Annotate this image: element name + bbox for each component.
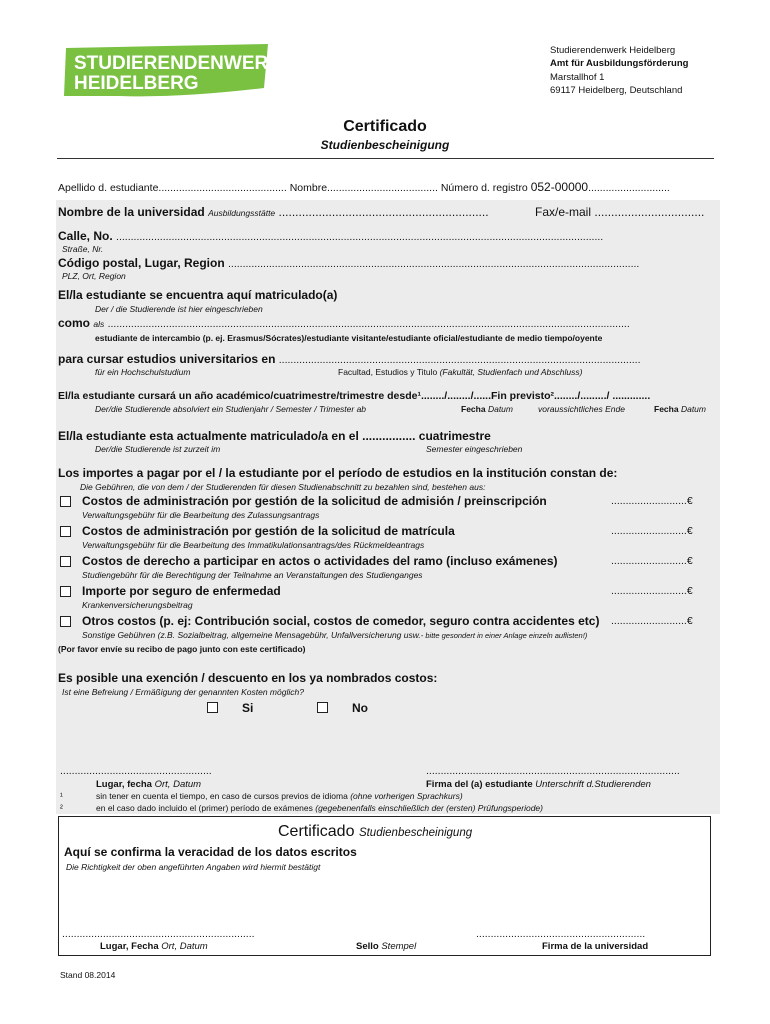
- universidad-row: [58, 205, 489, 219]
- university-place-date-label-row: [100, 941, 208, 952]
- si-label: Si: [242, 701, 254, 715]
- como-row: [58, 316, 630, 330]
- footnote-2-text: en el caso dado incluido el (primer) período de exámenes: [96, 803, 313, 813]
- como-types: estudiante de intercambio (p. ej. Erasmus/Sócrates)/estudiante visitante/estudiante oficial/estudiante de medio tiempo/oyente: [95, 333, 603, 343]
- cost-checkbox-1[interactable]: [60, 496, 71, 507]
- logo-line1: STUDIERENDENWERK: [74, 53, 272, 74]
- fax-label: Fax/e-mail: [535, 205, 592, 219]
- para-label: para cursar estudios universitarios en: [58, 352, 276, 366]
- ende-label: voraussichtliches Ende: [538, 404, 625, 414]
- footnote-1-text: sin tener en cuenta el tiempo, en caso de cursos previos de idioma: [96, 791, 348, 801]
- cost-checkbox-2[interactable]: [60, 526, 71, 537]
- cost-amount-2[interactable]: ..........................€: [611, 525, 693, 537]
- student-signature-field[interactable]: .......................................................................................: [426, 765, 680, 777]
- fecha1-row: [461, 404, 513, 414]
- apellido-field[interactable]: ............................................: [158, 182, 287, 194]
- numero-label: Número d. registro: [440, 182, 528, 194]
- sello-label: Sello: [356, 941, 379, 952]
- cp-row: [58, 256, 639, 270]
- no-checkbox[interactable]: [317, 702, 328, 713]
- stand-date: Stand 08.2014: [60, 970, 116, 980]
- universidad-de: Ausbildungsstätte: [208, 208, 276, 218]
- matric-label: El/la estudiante se encuentra aquí matriculado(a): [58, 288, 338, 302]
- para-de2: Facultad, Estudios y Titulo: [338, 367, 438, 377]
- cp-de: PLZ, Ort, Region: [62, 271, 126, 281]
- importes-de: Die Gebühren, die von dem / der Studierenden für diesen Studienabschnitt zu bezahlen sind, bestehen aus:: [80, 482, 486, 492]
- cost-checkbox-3[interactable]: [60, 556, 71, 567]
- fecha2-row: [654, 404, 706, 414]
- calle-row: [58, 229, 603, 243]
- matric-de: Der / die Studierende ist hier eingeschrieben: [95, 304, 263, 314]
- university-signature-field[interactable]: ..........................................................: [476, 928, 646, 940]
- para-row: [58, 352, 641, 366]
- university-lugar-label: Lugar, Fecha: [100, 941, 159, 952]
- university-place-date-field[interactable]: ..................................................................: [62, 928, 255, 940]
- cp-label: Código postal, Lugar, Region: [58, 256, 225, 270]
- como-label: como: [58, 316, 91, 330]
- exencion-question: Es posible una exención / descuento en los ya nombrados costos:: [58, 671, 438, 685]
- footnote-1: [96, 791, 463, 801]
- student-place-date-label-row: [96, 779, 201, 790]
- fax-row: [535, 205, 704, 219]
- panel-title: Certificado: [278, 823, 355, 840]
- cost-amount-5[interactable]: ..........................€: [611, 615, 693, 627]
- si-checkbox[interactable]: [207, 702, 218, 713]
- para-de2-row: [338, 367, 582, 377]
- panel-confirm: Aquí se confirma la veracidad de los datos escritos: [64, 845, 357, 859]
- footnote-1-de: (ohne vorherigen Sprachkurs): [350, 791, 463, 801]
- cost-de-5-row: [82, 630, 587, 640]
- student-lugar-de: Ort, Datum: [154, 779, 202, 790]
- student-firma-de: Unterschrift d.Studierenden: [535, 779, 651, 790]
- universidad-field[interactable]: ...............................................................: [278, 205, 489, 219]
- datum1-label: Datum: [487, 404, 513, 414]
- apellido-label: Apellido d. estudiante: [58, 182, 159, 194]
- cp-field[interactable]: .............................................................................................................................................: [228, 258, 640, 270]
- student-place-date-field[interactable]: ....................................................: [60, 765, 212, 777]
- fecha1-label: Fecha: [461, 404, 486, 414]
- numero-field[interactable]: ............................: [588, 182, 670, 194]
- student-firma-label: Firma del (a) estudiante: [426, 779, 533, 790]
- address-line2: Amt für Ausbildungsförderung: [550, 58, 689, 69]
- como-als: als: [93, 319, 105, 329]
- header-row: [58, 180, 670, 194]
- nombre-label: Nombre: [289, 182, 328, 194]
- cost-label-3: Costos de derecho a participar en actos o actividades del ramo (incluso exámenes): [82, 554, 558, 568]
- sello-de: Stempel: [381, 941, 417, 952]
- footnote-2: [96, 803, 543, 813]
- student-lugar-label: Lugar, fecha: [96, 779, 152, 790]
- footnote-1-num: ¹: [60, 791, 63, 801]
- address-line4: 69117 Heidelberg, Deutschland: [550, 85, 683, 96]
- cursara-de: Der/die Studierende absolviert ein Studienjahr / Semester / Trimester ab: [95, 404, 367, 414]
- panel-title-row: [278, 823, 472, 841]
- logo-line2: HEIDELBERG: [74, 73, 199, 94]
- universidad-label: Nombre de la universidad: [58, 205, 205, 219]
- page-subtitle: Studienbescheinigung: [320, 138, 450, 152]
- como-field[interactable]: ...................................................................................................................................................................................: [107, 318, 630, 330]
- cost-label-5: Otros costos (p. ej: Contribución social, costos de comedor, seguro contra accidentes etc): [82, 614, 600, 628]
- actual-line[interactable]: El/la estudiante esta actualmente matriculado/a en el ................ cuatrimestre: [58, 429, 491, 443]
- panel-confirm-de: Die Richtigkeit der oben angeführten Angaben wird hiermit bestätigt: [66, 862, 321, 872]
- university-lugar-de: Ort, Datum: [161, 941, 208, 952]
- studierendenwerk-logo: [60, 44, 272, 100]
- actual-de2: Semester eingeschrieben: [426, 444, 523, 454]
- importes-label: Los importes a pagar por el / la estudiante por el período de estudios en la institución constan de:: [58, 466, 618, 480]
- calle-field[interactable]: .......................................................................................................................................................................: [116, 231, 604, 243]
- cost-checkbox-4[interactable]: [60, 586, 71, 597]
- cost-de-5: Sonstige Gebühren (z.B. Sozialbeitrag, allgemeine Mensagebühr, Unfallversicherung usw.: [82, 630, 421, 640]
- cost-amount-3[interactable]: ..........................€: [611, 555, 693, 567]
- cost-label-2: Costos de administración por gestión de la solicitud de matrícula: [82, 524, 455, 538]
- logo-graphic: [60, 44, 272, 100]
- para-de1: für ein Hochschulstudium: [95, 367, 191, 377]
- para-field[interactable]: ............................................................................................................................: [278, 354, 641, 366]
- datum2-label: Datum: [680, 404, 706, 414]
- university-firma-label: Firma de la universidad: [542, 941, 649, 952]
- actual-de1: Der/die Studierende ist zurzeit im: [95, 444, 221, 454]
- cost-de-5-small: - bitte gesondert in einer Anlage einzeln auflisten!): [420, 631, 588, 640]
- fax-field[interactable]: .................................: [594, 205, 705, 219]
- calle-de: Straße, Nr.: [62, 244, 104, 254]
- panel-subtitle: Studienbescheinigung: [358, 827, 473, 839]
- cost-de-4: Krankenversicherungsbeitrag: [82, 600, 193, 610]
- favor-note: (Por favor envíe su recibo de pago junto con este certificado): [58, 644, 306, 654]
- title-divider: [57, 158, 714, 159]
- footnote-2-de: (gegebenenfalls einschließlich der (ersten) Prüfungsperiode): [315, 803, 543, 813]
- cost-de-1: Verwaltungsgebühr für die Bearbeitung des Zulassungsantrags: [82, 510, 320, 520]
- address-line3: Marstallhof 1: [550, 72, 605, 83]
- cost-de-3: Studiengebühr für die Berechtigung der Teilnahme an Veranstaltungen des Studienganges: [82, 570, 423, 580]
- cost-de-2: Verwaltungsgebühr für die Bearbeitung des Immatikulationsantrags/des Rückmeldeantrags: [82, 540, 425, 550]
- sello-label-row: [356, 941, 416, 952]
- cost-label-4: Importe por seguro de enfermedad: [82, 584, 281, 598]
- cost-amount-1[interactable]: ..........................€: [611, 495, 693, 507]
- numero-value[interactable]: 052-00000: [530, 180, 589, 194]
- para-de3: (Fakultät, Studienfach und Abschluss): [439, 367, 583, 377]
- calle-label: Calle, No.: [58, 229, 113, 243]
- cost-label-1: Costos de administración por gestión de la solicitud de admisión / preinscripción: [82, 494, 547, 508]
- cost-checkbox-5[interactable]: [60, 616, 71, 627]
- nombre-field[interactable]: ......................................: [327, 182, 438, 194]
- exencion-de: Ist eine Befreiung / Ermäßigung der genannten Kosten möglich?: [62, 687, 304, 697]
- footnote-2-num: ²: [60, 803, 63, 813]
- cost-amount-4[interactable]: ..........................€: [611, 585, 693, 597]
- student-signature-label-row: [426, 779, 651, 790]
- page-title: Certificado: [343, 118, 427, 135]
- fecha2-label: Fecha: [654, 404, 679, 414]
- no-label: No: [352, 701, 368, 715]
- cursara-line[interactable]: El/la estudiante cursará un año académico/cuatrimestre/trimestre desde¹......../......../......Fin previsto²......../........./ .............: [58, 390, 651, 402]
- address-line1: Studierendenwerk Heidelberg: [550, 45, 676, 56]
